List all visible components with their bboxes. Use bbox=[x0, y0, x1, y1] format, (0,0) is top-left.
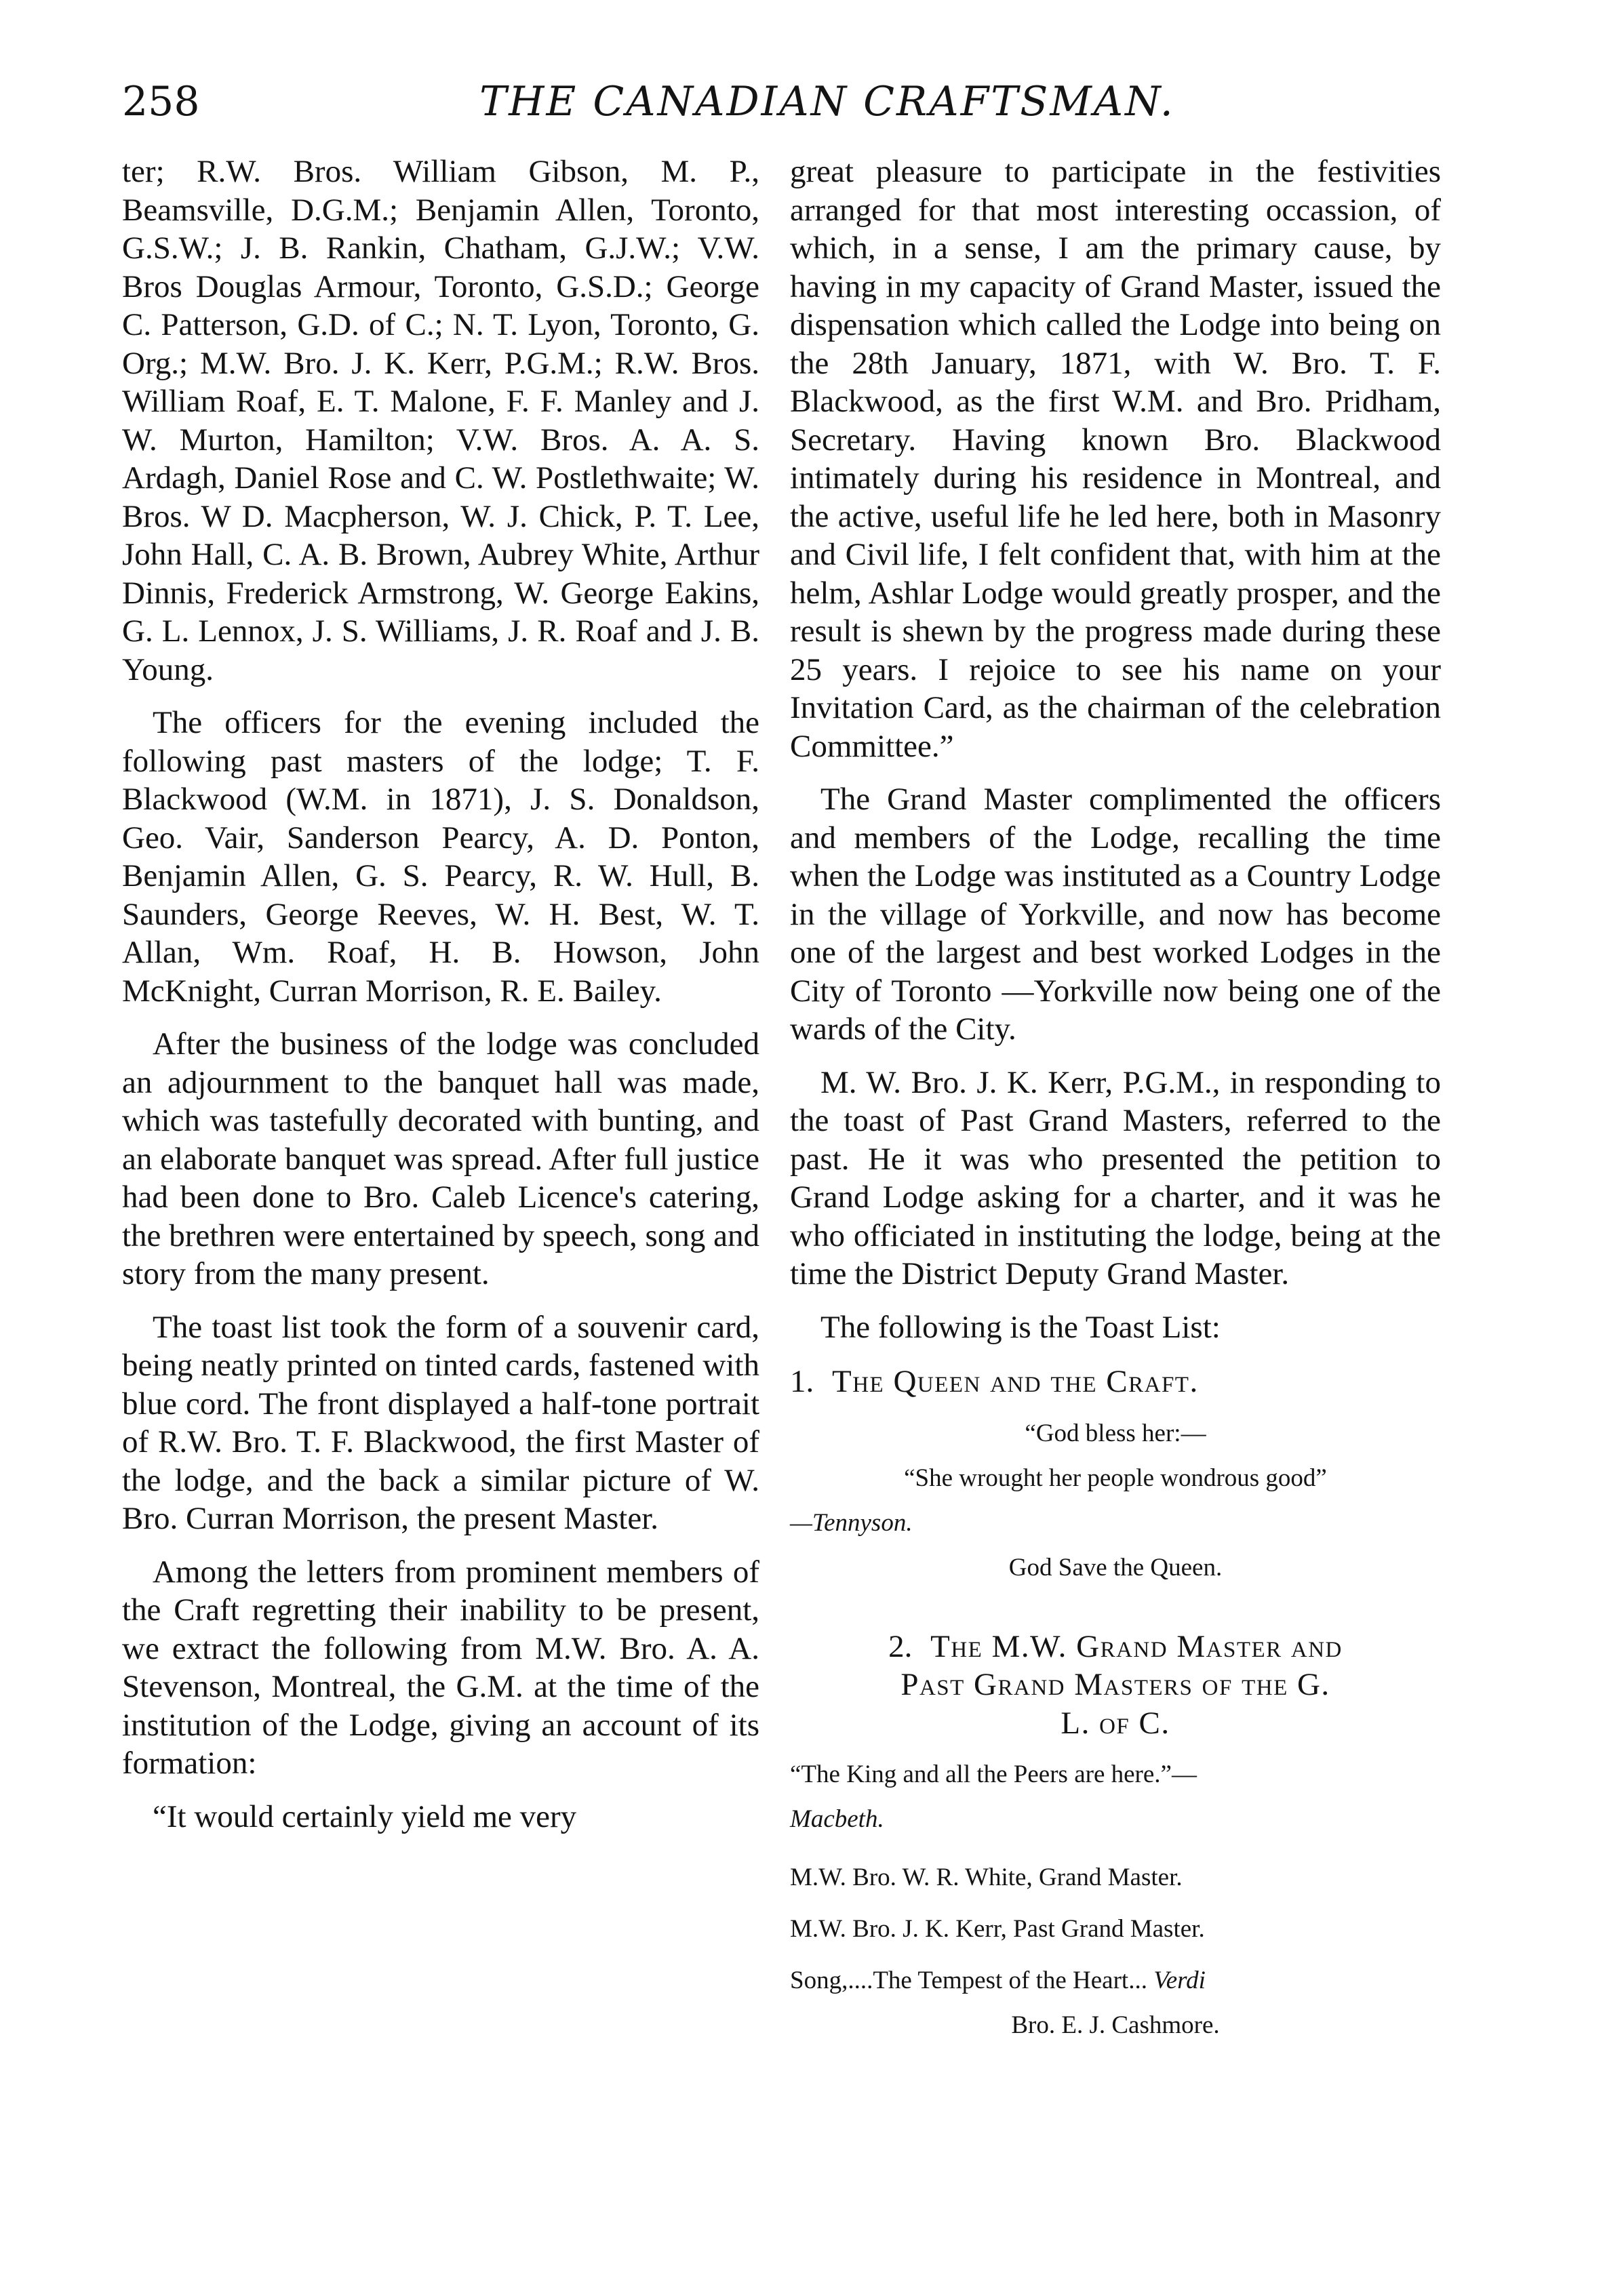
running-title: THE CANADIAN CRAFTSMAN. bbox=[479, 78, 1175, 125]
toast-2-heading bbox=[790, 1628, 1441, 1743]
paragraph-kerr: M. W. Bro. J. K. Kerr, P.G.M., in responding to the toast of Past Grand Masters, referred to the past. He it was who presented the petition to Grand Lodge asking for a charter, and it was he who officiated in instituting the lodge, being at the time the District Deputy Grand Master. bbox=[790, 1064, 1441, 1291]
toast-2-quote: “The King and all the Peers are here.”— bbox=[790, 1760, 1197, 1788]
right-column bbox=[790, 153, 1441, 2055]
paragraph-letter-start: “It would certainly yield me very bbox=[153, 1798, 577, 1834]
paragraph-attendees: ter; R.W. Bros. William Gibson, M. P., Beamsville, D.G.M.; Benjamin Allen, Toronto, G.S.W.; J. B. Rankin, Chatham, G.J.W.; V.W. Bros Douglas Armour, Toronto, G.S.D.; George C. Patterson, G.D. of C.; N. T. Lyon, Toronto, G. Org.; M.W. Bro. J. K. Kerr, P.G.M.; R.W. Bros. William Roaf, E. T. Malone, F. F. Manley and J. W. Murton, Hamilton; V.W. Bros. A. A. S. Ardagh, Daniel Rose and C. W. Postlethwaite; W. Bros. W D. Macpherson, W. J. Chick, P. T. Lee, John Hall, C. A. B. Brown, Aubrey White, Arthur Dinnis, Frederick Armstrong, W. George Eakins, G. L. Lennox, J. S. Williams, J. R. Roaf and J. B. Young. bbox=[122, 154, 759, 687]
paragraph-letter-continued: great pleasure to participate in the festivities arranged for that most interesting occassion, of which, in a sense, I am the primary cause, by having in my capacity of Grand Master, issued the dispensation which called the Lodge into being on the 28th January, 1871, with W. Bro. T. F. Blackwood, as the first W.M. and Bro. Pridham, Secretary. Having known Bro. Blackwood intimately during his residence in Montreal, and the active, useful life he led here, both in Masonry and Civil life, I felt confident that, with him at the helm, Ashlar Lodge would greatly prosper, and the result is shewn by the progress made during these 25 years. I rejoice to see his name on your Invitation Card, as the chairman of the celebration Committee.” bbox=[790, 154, 1441, 764]
toast-2-song-composer: Verdi bbox=[1153, 1967, 1206, 1994]
toast-2-song bbox=[790, 1966, 1441, 1996]
toast-2-respondent-1: M.W. Bro. W. R. White, Grand Master. bbox=[790, 1864, 1183, 1891]
toast-2-attribution: Macbeth. bbox=[790, 1805, 884, 1833]
page-number: 258 bbox=[122, 78, 200, 125]
paragraph-letters: Among the letters from prominent members of the Craft regretting their inability to be present, we extract the following from M.W. Bro. A. A. Stevenson, Montreal, the G.M. at the time of the institution of the Lodge, giving an account of its formation: bbox=[122, 1554, 759, 1781]
paragraph-banquet: After the business of the lodge was concluded an adjournment to the banquet hall was made, which was tastefully decorated with bunting, and an elaborate banquet was spread. After full justice had been done to Bro. Caleb Licence's catering, the brethren were entertained by speech, song and story from the many present. bbox=[122, 1026, 759, 1291]
toast-2-title-line2: Past Grand Masters of the G. bbox=[900, 1667, 1330, 1702]
toast-1-quote-line2: “She wrought her people wondrous good” bbox=[904, 1464, 1327, 1492]
toast-2-singer: Bro. E. J. Cashmore. bbox=[1011, 2011, 1220, 2039]
toast-1-heading bbox=[790, 1363, 1441, 1401]
toast-1-number: 1. bbox=[790, 1364, 814, 1399]
toast-1-title: The Queen and the Craft. bbox=[832, 1364, 1199, 1399]
toast-list-intro: The following is the Toast List: bbox=[820, 1309, 1221, 1345]
paragraph-souvenir-card: The toast list took the form of a souvenir card, being neatly printed on tinted cards, fastened with blue cord. The front displayed a half-tone portrait of R.W. Bro. T. F. Blackwood, the first Master of the lodge, and the back a similar picture of W. Bro. Curran Morrison, the present Master. bbox=[122, 1309, 759, 1536]
toast-2-respondent-2: M.W. Bro. J. K. Kerr, Past Grand Master. bbox=[790, 1915, 1205, 1943]
left-column bbox=[122, 153, 759, 1851]
paragraph-officers: The officers for the evening included the following past masters of the lodge; T. F. Blackwood (W.M. in 1871), J. S. Donaldson, Geo. Vair, Sanderson Pearcy, A. D. Ponton, Benjamin Allen, G. S. Pearcy, R. W. Hull, B. Saunders, George Reeves, W. H. Best, W. T. Allan, Wm. Roaf, H. B. Howson, John McKnight, Curran Morrison, R. E. Bailey. bbox=[122, 705, 759, 1009]
toast-2-number: 2. bbox=[888, 1628, 913, 1664]
page-header bbox=[0, 64, 1624, 139]
toast-2-title-line3: L. of C. bbox=[1061, 1705, 1170, 1741]
toast-1-quote-line1: “God bless her:— bbox=[1025, 1419, 1206, 1447]
toast-2-song-title: Song,....The Tempest of the Heart... bbox=[790, 1967, 1147, 1994]
paragraph-grand-master: The Grand Master complimented the officers and members of the Lodge, recalling the time when the Lodge was instituted as a Country Lodge in the village of Yorkville, and now has become one of the largest and best worked Lodges in the City of Toronto —Yorkville now being one of the wards of the City. bbox=[790, 782, 1441, 1047]
toast-1-attribution: —Tennyson. bbox=[790, 1508, 913, 1537]
toast-2-title-line1: The M.W. Grand Master and bbox=[930, 1628, 1343, 1664]
toast-1-anthem: God Save the Queen. bbox=[1008, 1553, 1223, 1582]
